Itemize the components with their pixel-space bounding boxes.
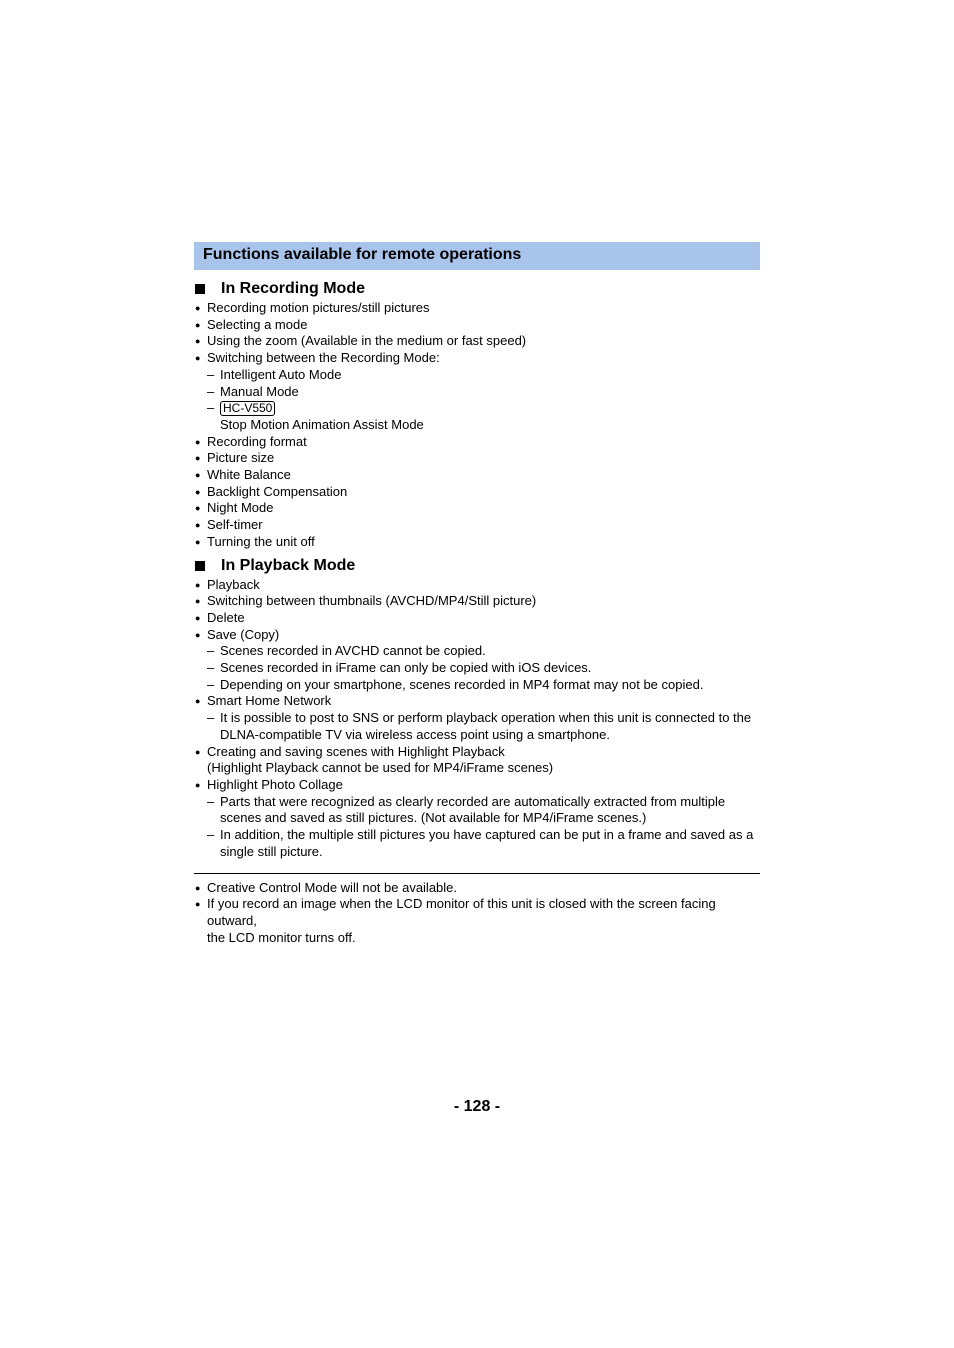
- list-item: ● Delete: [195, 609, 245, 625]
- dash-icon: –: [207, 383, 215, 399]
- list-item: ● Save (Copy): [195, 626, 280, 642]
- bullet-icon: ●: [195, 319, 201, 330]
- dash-icon: –: [207, 366, 215, 382]
- bullet-icon: ●: [195, 436, 201, 447]
- bullet-icon: ●: [195, 579, 201, 590]
- sub-list-item-continuation: scenes and saved as still pictures. (Not available for MP4/iFrame scenes.): [220, 810, 647, 826]
- recording-functions-list: [194, 300, 760, 551]
- dash-icon: –: [207, 827, 215, 843]
- square-bullet-icon: [195, 561, 205, 571]
- list-item: ● Backlight Compensation: [195, 483, 348, 499]
- bullet-icon: ●: [195, 746, 201, 757]
- sub-list-item: [194, 400, 760, 417]
- page-number: - 128 -: [453, 1098, 501, 1115]
- sub-list-item: – In addition, the multiple still pictures you have captured can be put in a frame and saved as a: [207, 827, 754, 843]
- bullet-icon: ●: [195, 596, 201, 607]
- bullet-icon: ●: [195, 899, 201, 910]
- bullet-icon: ●: [195, 779, 201, 790]
- bullet-icon: ●: [195, 470, 201, 481]
- playback-functions-list: [194, 577, 760, 861]
- bullet-icon: ●: [195, 336, 201, 347]
- bullet-icon: ●: [195, 612, 201, 623]
- dash-icon: –: [207, 400, 215, 416]
- playback-mode-title: In Playback Mode: [221, 556, 356, 574]
- list-item: ● Selecting a mode: [195, 316, 308, 332]
- list-item: ● Self-timer: [195, 517, 263, 533]
- sub-list-item-continuation: single still picture.: [220, 843, 323, 859]
- dash-icon: –: [207, 676, 215, 692]
- bullet-icon: ●: [195, 303, 201, 313]
- list-item: ● Night Mode: [195, 500, 274, 516]
- list-item: ● Turning the unit off: [195, 533, 315, 549]
- sub-list-item: – Scenes recorded in AVCHD cannot be copied.: [207, 643, 486, 659]
- notes-list: [194, 880, 760, 947]
- note-item-continuation: the LCD monitor turns off.: [207, 929, 356, 945]
- list-item: ● Recording motion pictures/still pictures: [195, 300, 430, 315]
- dash-icon: –: [207, 710, 215, 726]
- list-item: ● Highlight Photo Collage: [195, 776, 343, 792]
- bullet-icon: ●: [195, 696, 201, 707]
- sub-list-item: – Scenes recorded in iFrame can only be copied with iOS devices.: [207, 660, 592, 676]
- sub-list-item-text: Stop Motion Animation Assist Mode: [220, 416, 424, 432]
- model-badge: HC-V550: [220, 401, 275, 416]
- recording-mode-title: In Recording Mode: [221, 280, 365, 297]
- bullet-icon: ●: [195, 453, 201, 464]
- dash-icon: –: [207, 660, 215, 676]
- divider: [194, 873, 760, 874]
- list-item: ● Playback: [195, 576, 260, 592]
- recording-mode-heading: [194, 278, 760, 300]
- list-item: ● Switching between thumbnails (AVCHD/MP4/Still picture): [195, 593, 537, 609]
- sub-list-item: – Intelligent Auto Mode: [207, 366, 342, 382]
- bullet-icon: ●: [195, 536, 201, 547]
- playback-mode-heading: [194, 555, 760, 577]
- bullet-icon: ●: [195, 503, 201, 514]
- list-item: ● Picture size: [195, 450, 275, 466]
- sub-list-item-continuation: DLNA-compatible TV via wireless access point using a smartphone.: [220, 726, 610, 742]
- bullet-icon: ●: [195, 353, 201, 364]
- sub-list-item: – It is possible to post to SNS or perform playback operation when this unit is connected to the: [207, 710, 752, 726]
- bullet-icon: ●: [195, 520, 201, 531]
- note-item: ● If you record an image when the LCD monitor of this unit is closed with the screen facing outward,: [195, 896, 716, 928]
- list-item: ● Using the zoom (Available in the medium or fast speed): [195, 333, 527, 349]
- list-item: ● Switching between the Recording Mode:: [195, 350, 440, 366]
- bullet-icon: ●: [195, 486, 201, 497]
- list-item: ● Creating and saving scenes with Highlight Playback: [195, 743, 505, 759]
- dash-icon: –: [207, 643, 215, 659]
- section-title: Functions available for remote operations: [194, 242, 760, 270]
- list-item: ● Recording format: [195, 433, 307, 449]
- list-item: ● Smart Home Network: [195, 693, 332, 709]
- list-item: ● White Balance: [195, 467, 291, 483]
- square-bullet-icon: [195, 284, 205, 294]
- dash-icon: –: [207, 793, 215, 809]
- sub-list-item: – Manual Mode: [207, 383, 299, 399]
- note-item: ● Creative Control Mode will not be available.: [195, 879, 458, 895]
- bullet-icon: ●: [195, 629, 201, 640]
- sub-list-item: – Parts that were recognized as clearly recorded are automatically extracted from multiple: [207, 793, 726, 809]
- list-item-note: (Highlight Playback cannot be used for MP4/iFrame scenes): [207, 760, 554, 776]
- bullet-icon: ●: [195, 882, 201, 893]
- manual-page-content: [194, 242, 760, 946]
- sub-list-item: – Depending on your smartphone, scenes recorded in MP4 format may not be copied.: [207, 676, 704, 692]
